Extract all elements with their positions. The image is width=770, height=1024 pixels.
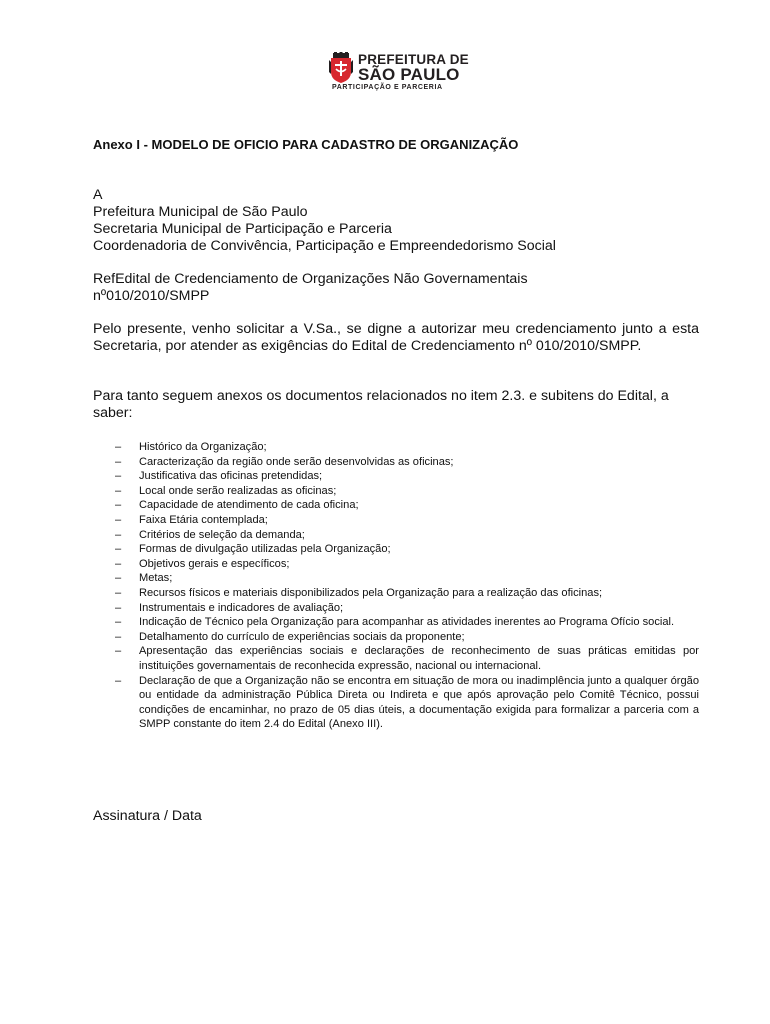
list-item-text: Instrumentais e indicadores de avaliação; (139, 601, 344, 614)
list-item-text: Objetivos gerais e específicos; (139, 557, 290, 570)
list-item (115, 615, 699, 630)
addressee-line: Prefeitura Municipal de São Paulo (93, 204, 308, 220)
list-item-text: Indicação de Técnico pela Organização para acompanhar as atividades inerentes ao Programa Ofício social. (139, 616, 675, 629)
dash-marker: – (115, 557, 122, 570)
addressee-line: A (93, 187, 103, 203)
dash-marker: – (115, 441, 122, 453)
list-item (115, 674, 699, 732)
logo-line-prefeitura: PREFEITURA DE (358, 52, 469, 67)
list-item-text: Declaração de que a Organização não se encontra em situação de mora ou inadimplência junto a qualquer órgão ou entidade da administração Pública Direta ou Indireta e que após aprovação pelo Comitê Técnico, possui condições de encaminhar, no prazo de 05 dias úteis, a documentação exigida para formalizar a parceria com a SMPP constante do item 2.4 do Edital (Anexo III). (139, 674, 699, 731)
request-paragraph: Pelo presente, venho solicitar a V.Sa., se digne a autorizar meu credenciamento junto a esta Secretaria, por atender as exigências do Edital de Credenciamento nº 010/2010/SMPP. (93, 321, 699, 354)
list-item (115, 455, 699, 470)
list-item-text: Caracterização da região onde serão desenvolvidas as oficinas; (139, 455, 454, 468)
attachments-paragraph: Para tanto seguem anexos os documentos relacionados no item 2.3. e subitens do Edital, a saber: (93, 388, 669, 421)
dash-marker: – (115, 572, 122, 585)
signature-line: Assinatura / Data (93, 808, 202, 824)
list-item (115, 630, 699, 645)
list-item (115, 542, 699, 557)
list-item-text: Apresentação das experiências sociais e declarações de reconhecimento de suas práticas emitidas por instituições governamentais de reconhecida expressão, nacional ou internacional. (139, 645, 699, 672)
list-item-text: Formas de divulgação utilizadas pela Organização; (139, 543, 391, 556)
list-item (115, 440, 699, 455)
dash-marker: – (115, 455, 122, 468)
addressee-line: Secretaria Municipal de Participação e Parceria (93, 221, 392, 237)
dash-marker: – (115, 513, 122, 526)
dash-marker: – (115, 630, 122, 643)
sao-paulo-coat-of-arms-icon (328, 52, 354, 84)
list-item-text: Recursos físicos e materiais disponibilizados pela Organização para a realização das oficinas; (139, 586, 603, 599)
addressee-block (93, 187, 699, 255)
dash-marker: – (115, 528, 122, 541)
reference-line: nº010/2010/SMPP (93, 288, 210, 304)
logo-line-sao-paulo: SÃO PAULO (358, 65, 460, 84)
list-item-text: Faixa Etária contemplada; (139, 513, 268, 526)
list-item-text: Histórico da Organização; (139, 441, 267, 453)
list-item (115, 484, 699, 499)
list-item-text: Capacidade de atendimento de cada oficina; (139, 499, 359, 512)
list-item (115, 571, 699, 586)
dash-marker: – (115, 543, 122, 556)
document-title: Anexo I - MODELO DE OFICIO PARA CADASTRO DE ORGANIZAÇÃO (93, 137, 519, 152)
prefeitura-logo (328, 52, 468, 94)
list-item-text: Critérios de seleção da demanda; (139, 528, 305, 541)
reference-block (93, 271, 699, 305)
documents-list (115, 440, 699, 732)
dash-marker: – (115, 499, 122, 512)
list-item (115, 586, 699, 601)
addressee-line: Coordenadoria de Convivência, Participação e Empreendedorismo Social (93, 238, 556, 254)
list-item (115, 469, 699, 484)
list-item (115, 528, 699, 543)
dash-marker: – (115, 616, 122, 629)
dash-marker: – (115, 470, 122, 483)
list-item-text: Local onde serão realizadas as oficinas; (139, 484, 337, 497)
dash-marker: – (115, 645, 122, 658)
dash-marker: – (115, 586, 122, 599)
list-item (115, 498, 699, 513)
dash-marker: – (115, 484, 122, 497)
list-item (115, 557, 699, 572)
reference-line: RefEdital de Credenciamento de Organizações Não Governamentais (93, 271, 528, 287)
dash-marker: – (115, 601, 122, 614)
logo-line-participacao: PARTICIPAÇÃO E PARCERIA (332, 84, 443, 91)
list-item-text: Metas; (139, 572, 173, 585)
list-item (115, 644, 699, 673)
list-item-text: Justificativa das oficinas pretendidas; (139, 470, 323, 483)
dash-marker: – (115, 674, 122, 687)
list-item (115, 601, 699, 616)
list-item (115, 513, 699, 528)
list-item-text: Detalhamento do currículo de experiências sociais da proponente; (139, 630, 465, 643)
